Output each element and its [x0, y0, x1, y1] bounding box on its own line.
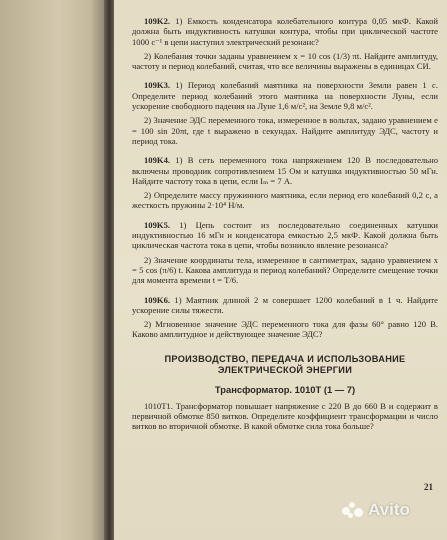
problem-text: 2) Колебания точки заданы уравнением x = 10 cos (1/3) πt. Найдите амплитуду, частоту и период колебаний, считая, что все величины выражены в единицах СИ. [132, 50, 438, 72]
avito-wordmark: Avito [368, 500, 410, 519]
problem-1010t1 [132, 401, 438, 432]
problem-text: 2) Значение координаты тела, измеренное в сантиметрах, задано уравнением x = 5 cos (π/6) t. Какова амплитуда и период колебаний? Определите смещение точки для момента времени t = T/6. [132, 254, 438, 286]
section-heading-line2: ЭЛЕКТРИЧЕСКОЙ ЭНЕРГИИ [217, 364, 353, 375]
problem-id: 109K5. [144, 219, 171, 230]
problem-109k3-part2 [132, 115, 438, 146]
problem-109k2-part2 [132, 51, 438, 72]
problem-109k5-part2 [132, 255, 438, 286]
problem-id: 109K3. [144, 80, 171, 91]
left-page-edge [0, 0, 106, 540]
book-page [114, 0, 447, 540]
problem-id: 109K2. [144, 16, 171, 26]
problem-text: 1) Емкость конденсатора колебательного контура 0,05 мкФ. Какой должна быть индуктивность катушки контура, чтобы при циклической частоте 1000 с⁻¹ в цепи наступил электрический резонанс? [132, 16, 439, 47]
problem-109k5-part1 [132, 220, 438, 251]
problem-109k2-part1 [132, 16, 438, 47]
section-heading-line1: ПРОИЗВОДСТВО, ПЕРЕДАЧА И ИСПОЛЬЗОВАНИЕ [164, 353, 406, 364]
avito-watermark [342, 500, 410, 520]
problem-109k4-part1 [132, 155, 438, 186]
problem-id: 109K6. [144, 294, 171, 305]
section-heading [132, 354, 438, 376]
avito-logo-icon [342, 501, 364, 519]
problem-109k6-part2 [132, 319, 438, 340]
problem-text: 2) Определите массу пружинного маятника, если период его колебаний 0,2 с, а жесткость пружины 2·10⁴ Н/м. [132, 190, 438, 211]
problem-text: 1) Цепь состоит из последовательно соединенных катушки индуктивностью 16 мГн и конденсатора емкостью 2,5 мкФ. Какой должна быть циклическая частота тока в цепи, чтобы возникло явление резонанса? [132, 219, 438, 251]
problem-109k6-part1 [132, 295, 438, 316]
problem-text: 2) Мгновенное значение ЭДС переменного тока для фазы 60° равно 120 В. Каково амплитудное и действующее значение ЭДС? [132, 319, 438, 340]
problem-id: 1010Т1. [144, 400, 173, 411]
problem-text: 2) Значение ЭДС переменного тока, измеренное в вольтах, задано уравнением e = 100 sin 20πt, где t выражено в секундах. Найдите амплитуду ЭДС, частоту и период тока. [132, 115, 438, 146]
subsection-heading: Трансформатор. 1010Т (1 — 7) [214, 383, 356, 395]
problem-text: 1) Период колебаний маятника на поверхности Земли равен 1 с. Определите период колебаний этого маятника на поверхности Луны, если ускорение свободного падения на Луне 1,6 м/с², на Земле 9,8 м/с². [132, 80, 438, 112]
page-content [132, 16, 438, 432]
problem-text: Трансформатор повышает напряжение с 220 В до 660 В и содержит в первичной обмотке 850 витков. Определите коэффициент трансформации и число витков во вторичной обмотке. В какой обмотке сила тока больше? [132, 400, 438, 432]
problem-109k3-part1 [132, 80, 438, 111]
page-number: 21 [424, 482, 433, 492]
problem-text: 1) Маятник длиной 2 м совершает 1200 колебаний в 1 ч. Найдите ускорение силы тяжести. [132, 294, 439, 315]
problem-text: 1) В сеть переменного тока напряжением 120 В последовательно включены проводник сопротивлением 15 Ом и катушка индуктивностью 50 мГн. Найдите частоту тока в цепи, если Iₘ = 7 А. [132, 155, 438, 186]
problem-109k4-part2 [132, 190, 438, 211]
problem-id: 109K4. [144, 155, 171, 166]
